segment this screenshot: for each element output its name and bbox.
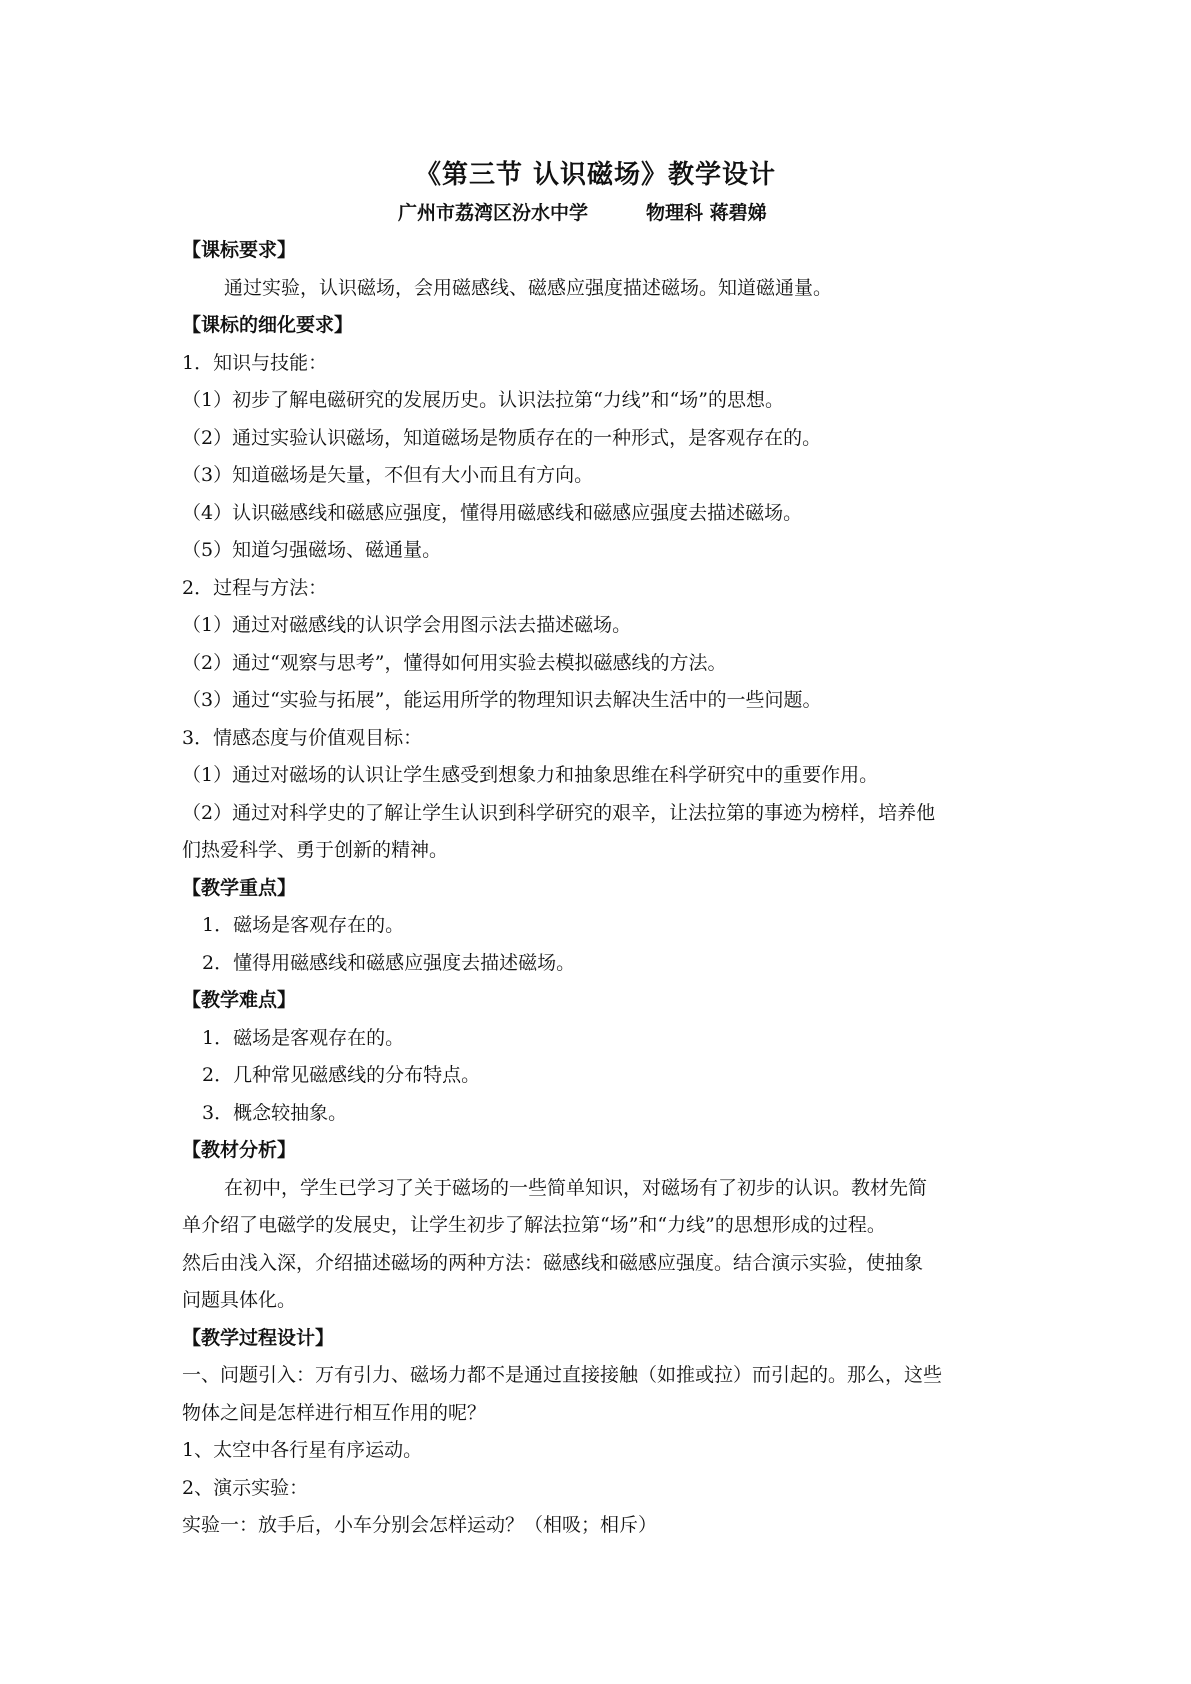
list-item: 1．磁场是客观存在的。 <box>202 914 405 936</box>
analysis-line: 在初中，学生已学习了关于磁场的一些简单知识，对磁场有了初步的认识。教材先简 <box>224 1176 928 1199</box>
list-item: 1．磁场是客观存在的。 <box>202 1026 405 1049</box>
process-line: 2、演示实验： <box>182 1476 309 1499</box>
analysis-line: 问题具体化。 <box>182 1289 297 1311</box>
document-title: 《第三节 认识磁场》教学设计 <box>414 160 777 190</box>
knowledge-title: 1．知识与技能： <box>182 351 328 374</box>
emotion-title: 3．情感态度与价值观目标： <box>182 726 423 749</box>
section-heading-process: 【教学过程设计】 <box>182 1326 335 1349</box>
author-line <box>398 198 767 225</box>
list-item: （3）知道磁场是矢量，不但有大小而且有方向。 <box>182 464 594 486</box>
process-line: 实验一：放手后，小车分别会怎样运动？（相吸；相斥） <box>182 1514 658 1536</box>
process-line: 1、太空中各行星有序运动。 <box>182 1439 423 1461</box>
list-item: （1）通过对磁感线的认识学会用图示法去描述磁场。 <box>182 614 632 636</box>
document-body <box>182 232 1014 1545</box>
list-item: 2．几种常见磁感线的分布特点。 <box>202 1064 481 1086</box>
list-item: 2．懂得用磁感线和磁感应强度去描述磁场。 <box>202 951 576 974</box>
standard-text: 通过实验，认识磁场，会用磁感线、磁感应强度描述磁场。知道磁通量。 <box>224 276 833 299</box>
section-heading-detailed: 【课标的细化要求】 <box>182 314 354 336</box>
process-line: 一、问题引入：万有引力、磁场力都不是通过直接接触（如推或拉）而引起的。那么，这些 <box>182 1364 943 1386</box>
section-heading-key-points: 【教学重点】 <box>182 876 297 899</box>
section-heading-difficulties: 【教学难点】 <box>182 989 297 1011</box>
analysis-line: 单介绍了电磁学的发展史，让学生初步了解法拉第“场”和“力线”的思想形成的过程。 <box>182 1214 886 1236</box>
list-item: （2）通过“观察与思考”，懂得如何用实验去模拟磁感线的方法。 <box>182 651 727 674</box>
process-title: 2．过程与方法： <box>182 576 328 599</box>
process-line: 物体之间是怎样进行相互作用的呢？ <box>182 1401 487 1424</box>
list-item: （2）通过对科学史的了解让学生认识到科学研究的艰辛，让法拉第的事迹为榜样，培养他 <box>182 801 936 824</box>
list-item: 3．概念较抽象。 <box>202 1101 348 1124</box>
list-item: （5）知道匀强磁场、磁通量。 <box>182 539 442 561</box>
list-item: （4）认识磁感线和磁感应强度，懂得用磁感线和磁感应强度去描述磁场。 <box>182 501 803 524</box>
section-heading-standard: 【课标要求】 <box>182 239 297 261</box>
list-item: （3）通过“实验与拓展”，能运用所学的物理知识去解决生活中的一些问题。 <box>182 689 822 711</box>
author-name: 物理科 蒋碧娣 <box>646 202 767 224</box>
list-item: （1）初步了解电磁研究的发展历史。认识法拉第“力线”和“场”的思想。 <box>182 389 784 411</box>
list-item: 们热爱科学、勇于创新的精神。 <box>182 839 449 861</box>
analysis-line: 然后由浅入深，介绍描述磁场的两种方法：磁感线和磁感应强度。结合演示实验，使抽象 <box>182 1251 924 1274</box>
list-item: （1）通过对磁场的认识让学生感受到想象力和抽象思维在科学研究中的重要作用。 <box>182 764 879 786</box>
section-heading-analysis: 【教材分析】 <box>182 1139 297 1161</box>
list-item: （2）通过实验认识磁场，知道磁场是物质存在的一种形式，是客观存在的。 <box>182 426 822 449</box>
author-school: 广州市荔湾区汾水中学 <box>398 202 589 224</box>
